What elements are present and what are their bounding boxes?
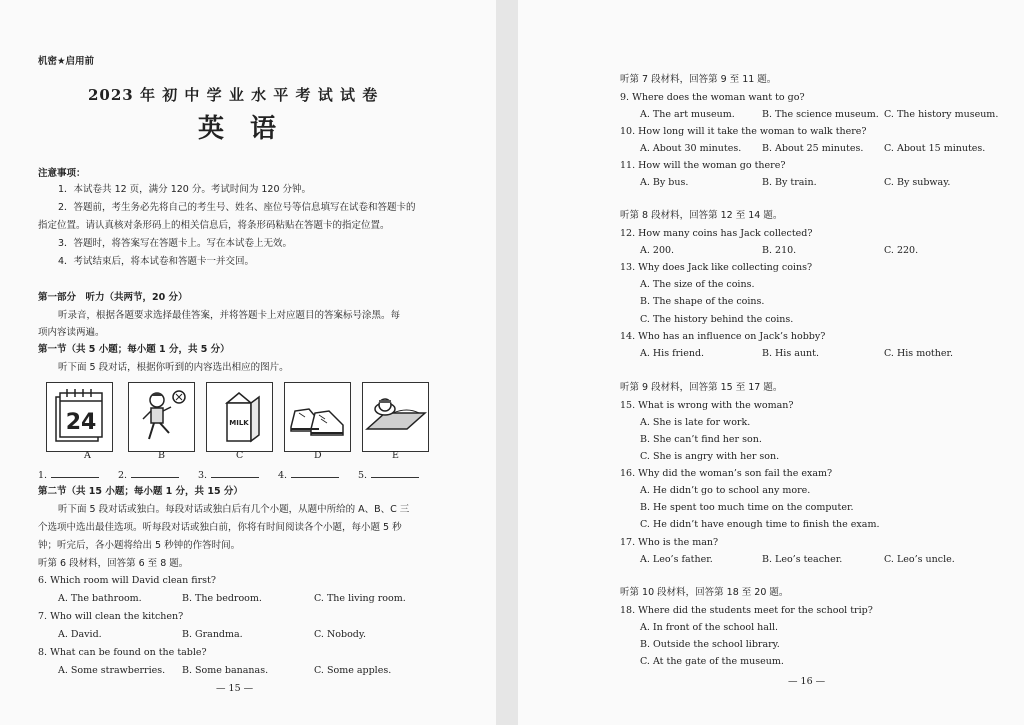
material-7-heading: 听第 7 段材料，回答第 9 至 11 题。	[620, 74, 777, 85]
part1-title: 第一部分 听力（共两节，20 分）	[38, 292, 188, 303]
option-6b: B. The bedroom.	[182, 593, 262, 604]
option-17b: B. Leo’s teacher.	[762, 554, 843, 565]
section1-instruction: 听下面 5 段对话，根据你听到的内容选出相应的图片。	[58, 362, 289, 373]
option-8b: B. Some bananas.	[182, 665, 269, 676]
option-9a: A. The art museum.	[640, 109, 735, 120]
note-2: 2．答题前，考生务必先将自己的考生号、姓名、座位号等信息填写在试卷和答题卡的	[58, 202, 416, 213]
option-11b: B. By train.	[762, 177, 817, 188]
option-9c: C. The history museum.	[884, 109, 999, 120]
option-12b: B. 210.	[762, 245, 797, 256]
option-14b: B. His aunt.	[762, 348, 819, 359]
exam-page-16	[518, 0, 1024, 725]
option-8c: C. Some apples.	[314, 665, 392, 676]
page-number-15: — 15 —	[216, 683, 254, 694]
option-14c: C. His mother.	[884, 348, 953, 359]
option-6a: A. The bathroom.	[58, 593, 142, 604]
question-14: 14. Who has an influence on Jack’s hobby?	[620, 331, 826, 342]
option-18c: C. At the gate of the museum.	[640, 656, 784, 667]
sick-person-icon	[363, 383, 428, 451]
option-15c: C. She is angry with her son.	[640, 451, 780, 462]
picture-c-milk	[206, 382, 273, 452]
svg-text:24: 24	[65, 410, 97, 435]
option-18a: A. In front of the school hall.	[640, 622, 779, 633]
question-15: 15. What is wrong with the woman?	[620, 400, 794, 411]
option-14a: A. His friend.	[640, 348, 705, 359]
option-16c: C. He didn’t have enough time to finish the exam.	[640, 519, 880, 530]
option-11a: A. By bus.	[640, 177, 689, 188]
option-17a: A. Leo’s father.	[640, 554, 713, 565]
note-3: 3．答题时，将答案写在答题卡上。写在本试卷上无效。	[58, 238, 293, 249]
section2-instruction-2: 个选项中选出最佳选项。听每段对话或独白前，你将有时间阅读各个小题，每小题 5 秒	[38, 522, 402, 533]
material-9-heading: 听第 9 段材料，回答第 15 至 17 题。	[620, 382, 783, 393]
picture-letter-c: C	[236, 450, 244, 461]
option-12c: C. 220.	[884, 245, 919, 256]
question-6: 6. Which room will David clean first?	[38, 575, 216, 586]
section2-title: 第二节（共 15 小题；每小题 1 分，共 15 分）	[38, 486, 243, 497]
question-11: 11. How will the woman go there?	[620, 160, 786, 171]
picture-a-calendar	[46, 382, 113, 452]
material-6-heading: 听第 6 段材料，回答第 6 至 8 题。	[38, 558, 189, 569]
question-7: 7. Who will clean the kitchen?	[38, 611, 184, 622]
option-7b: B. Grandma.	[182, 629, 243, 640]
notes-title: 注意事项：	[38, 168, 86, 179]
milk-carton-icon	[207, 383, 272, 451]
option-15b: B. She can’t find her son.	[640, 434, 762, 445]
subject-title: 英 语	[198, 114, 277, 144]
picture-letter-d: D	[314, 450, 322, 461]
question-13: 13. Why does Jack like collecting coins?	[620, 262, 813, 273]
option-10b: B. About 25 minutes.	[762, 143, 864, 154]
picture-letter-b: B	[158, 450, 165, 461]
option-11c: C. By subway.	[884, 177, 951, 188]
note-1: 1．本试卷共 12 页，满分 120 分。考试时间为 120 分钟。	[58, 184, 312, 195]
svg-text:MILK: MILK	[229, 419, 249, 427]
page-number-16: — 16 —	[788, 676, 826, 687]
question-9: 9. Where does the woman want to go?	[620, 92, 805, 103]
answer-blank-1: 1.	[38, 468, 99, 482]
option-18b: B. Outside the school library.	[640, 639, 780, 650]
option-17c: C. Leo’s uncle.	[884, 554, 955, 565]
answer-blank-3: 3.	[198, 468, 259, 482]
note-4: 4．考试结束后，将本试卷和答题卡一并交回。	[58, 256, 255, 267]
question-12: 12. How many coins has Jack collected?	[620, 228, 813, 239]
material-10-heading: 听第 10 段材料，回答第 18 至 20 题。	[620, 587, 789, 598]
exam-page-15	[0, 0, 496, 725]
question-8: 8. What can be found on the table?	[38, 647, 207, 658]
question-18: 18. Where did the students meet for the school trip?	[620, 605, 873, 616]
exam-title: 2023 年 初 中 学 业 水 平 考 试 试 卷	[88, 86, 379, 104]
option-9b: B. The science museum.	[762, 109, 879, 120]
option-16a: A. He didn’t go to school any more.	[640, 485, 811, 496]
answer-blank-5: 5.	[358, 468, 419, 482]
question-17: 17. Who is the man?	[620, 537, 719, 548]
option-15a: A. She is late for work.	[640, 417, 751, 428]
question-10: 10. How long will it take the woman to walk there?	[620, 126, 867, 137]
option-10a: A. About 30 minutes.	[640, 143, 742, 154]
option-12a: A. 200.	[640, 245, 675, 256]
option-13c: C. The history behind the coins.	[640, 314, 794, 325]
option-8a: A. Some strawberries.	[58, 665, 166, 676]
picture-e-sick-in-bed	[362, 382, 429, 452]
note-2-cont: 指定位置。请认真核对条形码上的相关信息后，将条形码粘贴在答题卡的指定位置。	[38, 220, 390, 231]
part1-instruction-1: 听录音，根据各题要求选择最佳答案，并将答题卡上对应题目的答案标号涂黑。每	[58, 310, 401, 321]
picture-letter-e: E	[392, 450, 399, 461]
material-8-heading: 听第 8 段材料，回答第 12 至 14 题。	[620, 210, 783, 221]
option-10c: C. About 15 minutes.	[884, 143, 986, 154]
option-13a: A. The size of the coins.	[640, 279, 755, 290]
section2-instruction-1: 听下面 5 段对话或独白。每段对话或独白后有几个小题，从题中所给的 A、B、C 三	[58, 504, 410, 515]
picture-d-shoes	[284, 382, 351, 452]
picture-letter-a: A	[84, 450, 91, 461]
sneakers-icon	[285, 383, 350, 451]
option-16b: B. He spent too much time on the computer.	[640, 502, 854, 513]
section2-instruction-3: 钟；听完后，各小题将给出 5 秒钟的作答时间。	[38, 540, 241, 551]
confidential-label: 机密★启用前	[38, 56, 95, 67]
option-7c: C. Nobody.	[314, 629, 367, 640]
answer-blank-4: 4.	[278, 468, 339, 482]
section1-title: 第一节（共 5 小题；每小题 1 分，共 5 分）	[38, 344, 230, 355]
football-player-icon	[129, 383, 194, 451]
option-6c: C. The living room.	[314, 593, 406, 604]
question-16: 16. Why did the woman’s son fail the exam?	[620, 468, 833, 479]
picture-b-football	[128, 382, 195, 452]
option-13b: B. The shape of the coins.	[640, 296, 765, 307]
calendar-icon	[47, 383, 112, 451]
part1-instruction-2: 项内容读两遍。	[38, 327, 105, 338]
option-7a: A. David.	[58, 629, 102, 640]
answer-blank-2: 2.	[118, 468, 179, 482]
